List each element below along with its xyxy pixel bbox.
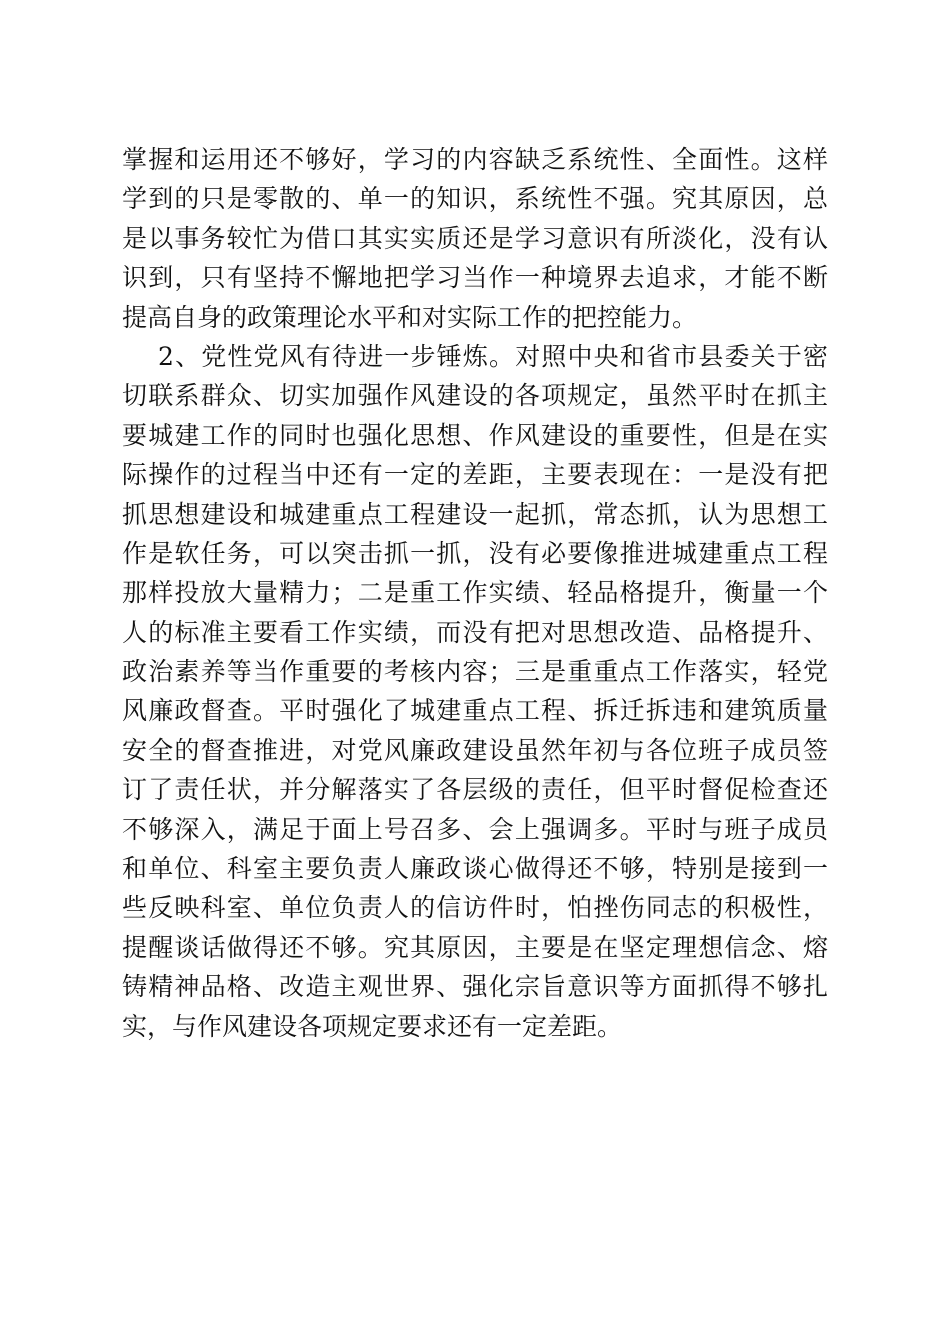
paragraph-2-line: 作是软任务，可以突击抓一抓，没有必要像推进城建重点工程 [122, 538, 828, 568]
paragraph-2-line: 安全的督查推进，对党风廉政建设虽然年初与各位班子成员签 [122, 735, 828, 765]
paragraph-2-line: 政治素养等当作重要的考核内容；三是重重点工作落实，轻党 [122, 657, 828, 687]
paragraph-1-line: 提高自身的政策理论水平和对实际工作的把控能力。 [122, 302, 698, 332]
paragraph-1-line: 学到的只是零散的、单一的知识，系统性不强。究其原因，总 [122, 184, 828, 214]
paragraph-2-line: 风廉政督查。平时强化了城建重点工程、拆迁拆违和建筑质量 [122, 696, 828, 726]
paragraph-2-line: 订了责任状，并分解落实了各层级的责任，但平时督促检查还 [122, 775, 828, 805]
paragraph-2-line: 铸精神品格、改造主观世界、强化宗旨意识等方面抓得不够扎 [122, 972, 828, 1002]
paragraph-2-line: 切联系群众、切实加强作风建设的各项规定，虽然平时在抓主 [122, 381, 828, 411]
paragraph-2-line: 那样投放大量精力；二是重工作实绩、轻品格提升，衡量一个 [122, 578, 828, 608]
paragraph-2-line: 不够深入，满足于面上号召多、会上强调多。平时与班子成员 [122, 814, 828, 844]
paragraph-2-line: 些反映科室、单位负责人的信访件时，怕挫伤同志的积极性， [122, 893, 828, 923]
paragraph-2-line: 际操作的过程当中还有一定的差距，主要表现在：一是没有把 [122, 460, 828, 490]
paragraph-1-line: 掌握和运用还不够好，学习的内容缺乏系统性、全面性。这样 [122, 145, 828, 174]
paragraph-2 [122, 337, 828, 1046]
paragraph-2-line: 要城建工作的同时也强化思想、作风建设的重要性，但是在实 [122, 420, 828, 450]
paragraph-1-line: 识到，只有坚持不懈地把学习当作一种境界去追求，才能不断 [122, 263, 828, 293]
paragraph-1-line: 是以事务较忙为借口其实实质还是学习意识有所淡化，没有认 [122, 223, 828, 253]
paragraph-2-line: 2、党性党风有待进一步锤炼。对照中央和省市县委关于密 [158, 341, 828, 371]
paragraph-2-line: 抓思想建设和城建重点工程建设一起抓，常态抓，认为思想工 [122, 499, 828, 529]
paragraph-2-line: 实，与作风建设各项规定要求还有一定差距。 [122, 1011, 623, 1041]
document-body [122, 140, 828, 1046]
paragraph-2-line: 和单位、科室主要负责人廉政谈心做得还不够，特别是接到一 [122, 854, 828, 884]
paragraph-2-line: 提醒谈话做得还不够。究其原因，主要是在坚定理想信念、熔 [122, 932, 828, 962]
paragraph-2-line: 人的标准主要看工作实绩，而没有把对思想改造、品格提升、 [122, 617, 828, 647]
paragraph-1 [122, 140, 828, 337]
